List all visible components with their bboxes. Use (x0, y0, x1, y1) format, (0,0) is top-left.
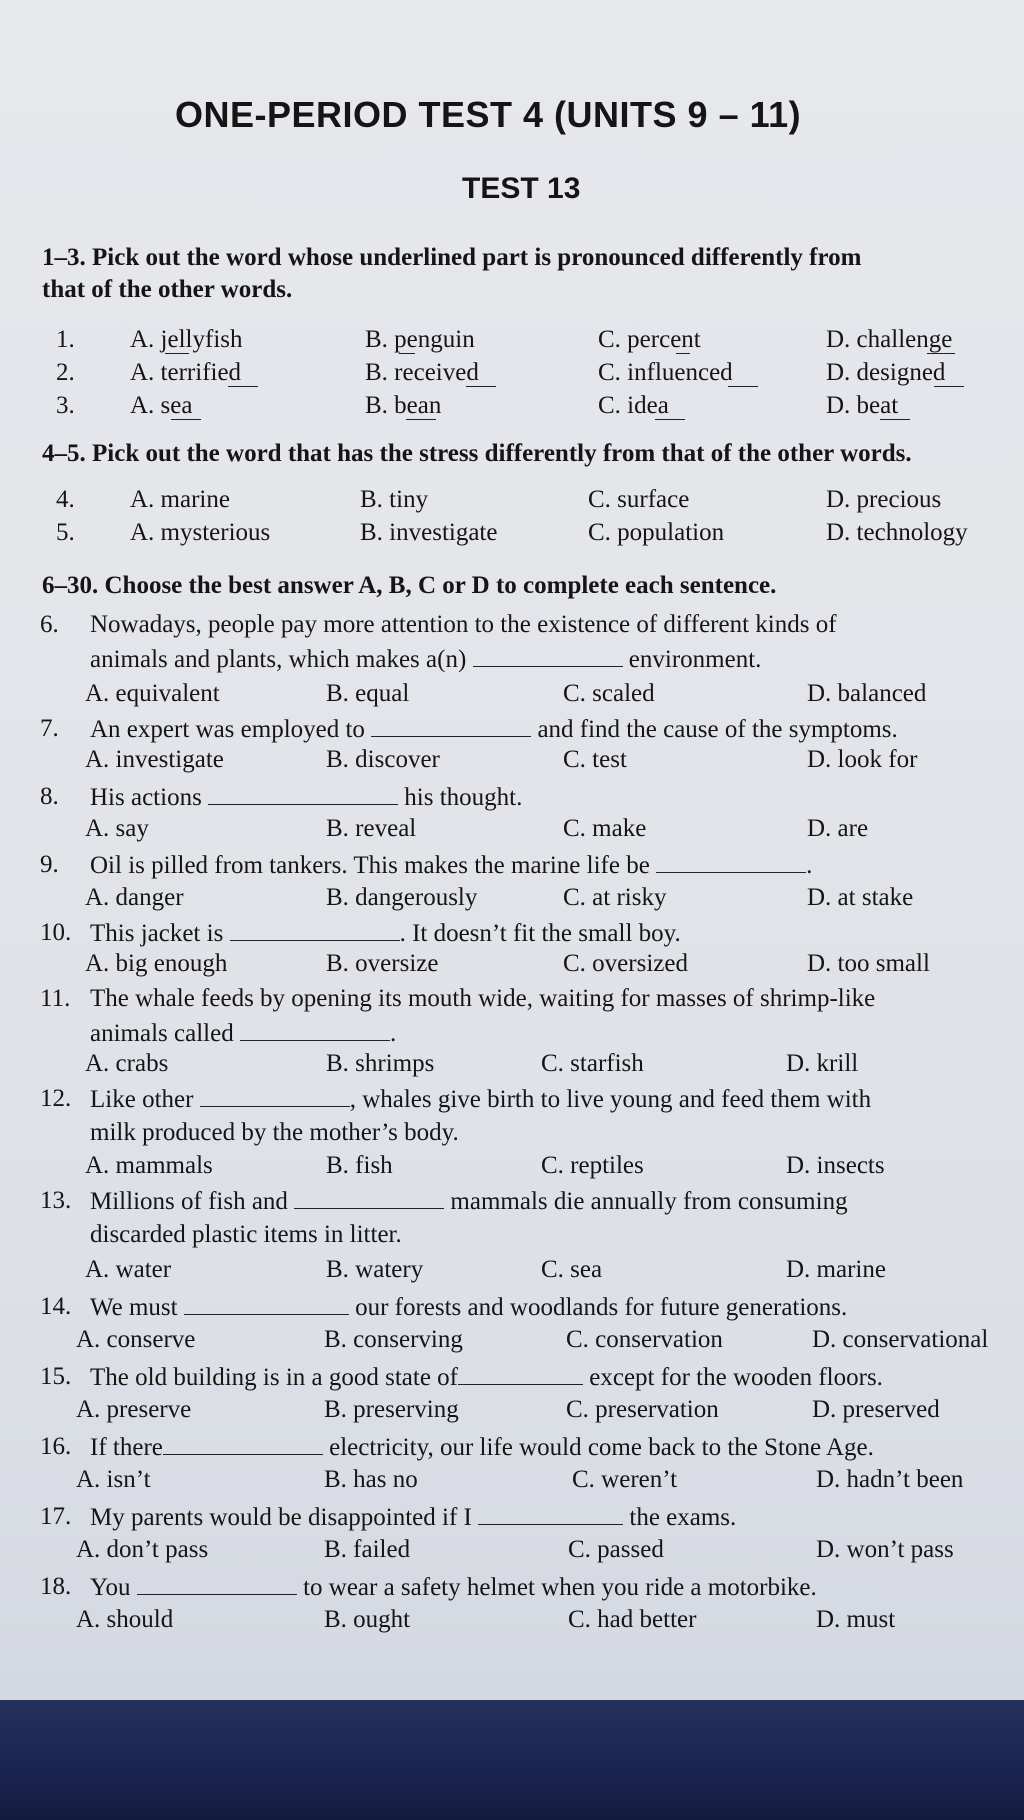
answer-blank (184, 1290, 349, 1315)
option-c: C. make (563, 815, 647, 842)
option-d: D. insects (786, 1152, 885, 1179)
underline-mark (655, 419, 685, 420)
underline-mark (406, 419, 436, 420)
option-a: A. equivalent (85, 680, 220, 707)
section2-instruction: 4–5. Pick out the word that has the stress differently from that of the other words. (42, 440, 912, 467)
underline-mark (880, 419, 910, 420)
option-d: D. challenge (826, 326, 953, 353)
question-text: Millions of fish and mammals die annually from consuming (90, 1184, 848, 1219)
option-a: A. marine (130, 486, 230, 513)
question-number: 18. (40, 1573, 72, 1600)
option-c: C. population (588, 519, 725, 546)
question-number: 15. (40, 1363, 72, 1390)
option-a: A. sea (130, 392, 193, 419)
option-a: A. terrified (130, 359, 242, 386)
option-c: C. conservation (566, 1326, 723, 1353)
answer-blank (656, 848, 806, 873)
option-a: A. big enough (85, 950, 228, 977)
option-d: D. at stake (807, 884, 914, 911)
question-text: My parents would be disappointed if I the exams. (90, 1500, 736, 1535)
question-number: 17. (40, 1503, 72, 1530)
item-number: 5. (56, 519, 75, 546)
question-text: Nowadays, people pay more attention to the existence of different kinds of (90, 611, 837, 638)
test-number: TEST 13 (462, 172, 581, 205)
option-d: D. hadn’t been (816, 1466, 964, 1493)
option-c: C. had better (568, 1606, 697, 1633)
option-a: A. crabs (85, 1050, 169, 1077)
question-number: 16. (40, 1433, 72, 1460)
question-number: 8. (40, 783, 59, 810)
option-b: B. bean (365, 392, 442, 419)
option-b: B. failed (324, 1536, 411, 1563)
option-b: B. penguin (365, 326, 475, 353)
question-number: 9. (40, 851, 59, 878)
item-number: 4. (56, 486, 75, 513)
page-title: ONE-PERIOD TEST 4 (UNITS 9 – 11) (175, 94, 802, 135)
option-d: D. balanced (807, 680, 927, 707)
question-text: The whale feeds by opening its mouth wide, waiting for masses of shrimp-like (90, 985, 876, 1012)
option-a: A. say (85, 815, 149, 842)
option-d: D. marine (786, 1256, 886, 1283)
item-number: 1. (56, 326, 75, 353)
option-a: A. conserve (76, 1326, 196, 1353)
question-number: 14. (40, 1293, 72, 1320)
option-a: A. investigate (85, 746, 224, 773)
option-d: D. are (807, 815, 869, 842)
option-d: D. technology (826, 519, 968, 546)
option-a: A. should (76, 1606, 174, 1633)
question-number: 12. (40, 1085, 72, 1112)
question-number: 11. (40, 985, 71, 1012)
option-d: D. designed (826, 359, 946, 386)
option-d: D. too small (807, 950, 930, 977)
pron-row (0, 392, 1024, 426)
underline-mark (165, 353, 189, 354)
option-a: A. don’t pass (76, 1536, 209, 1563)
option-b: B. equal (326, 680, 410, 707)
underline-mark (728, 386, 758, 387)
option-c: C. oversized (563, 950, 688, 977)
option-a: A. jellyfish (130, 326, 243, 353)
option-a: A. danger (85, 884, 184, 911)
option-b: B. has no (324, 1466, 418, 1493)
answer-blank (478, 1500, 623, 1525)
option-a: A. mammals (85, 1152, 213, 1179)
question-text-cont: discarded plastic items in litter. (90, 1221, 402, 1248)
option-d: D. krill (786, 1050, 859, 1077)
answer-blank (230, 916, 400, 941)
answer-blank (371, 712, 531, 737)
section1-instruction-cont: that of the other words. (42, 276, 293, 303)
question-text-cont: milk produced by the mother’s body. (90, 1119, 459, 1146)
question-text: Like other , whales give birth to live young and feed them with (90, 1082, 871, 1117)
answer-blank (458, 1360, 583, 1385)
option-c: C. test (563, 746, 627, 773)
underline-mark (466, 386, 496, 387)
underline-mark (676, 353, 690, 354)
pron-row (0, 359, 1024, 393)
question-text: Oil is pilled from tankers. This makes the marine life be . (90, 848, 812, 883)
option-c: C. influenced (598, 359, 733, 386)
answer-blank (473, 642, 623, 667)
answer-blank (294, 1184, 444, 1209)
option-b: B. watery (326, 1256, 424, 1283)
option-c: C. scaled (563, 680, 655, 707)
answer-blank (163, 1430, 323, 1455)
option-d: D. won’t pass (816, 1536, 954, 1563)
item-number: 2. (56, 359, 75, 386)
option-b: B. conserving (324, 1326, 463, 1353)
option-d: D. must (816, 1606, 896, 1633)
option-d: D. precious (826, 486, 942, 513)
option-b: B. fish (326, 1152, 393, 1179)
question-text: If there electricity, our life would come back to the Stone Age. (90, 1430, 874, 1465)
question-number: 13. (40, 1187, 72, 1214)
answer-blank (208, 780, 398, 805)
question-text-cont: animals and plants, which makes a(n) environment. (90, 642, 761, 677)
section1-instruction: 1–3. Pick out the word whose underlined part is pronounced differently from (42, 244, 862, 271)
question-text: We must our forests and woodlands for future generations. (90, 1290, 847, 1325)
underline-mark (171, 419, 201, 420)
option-b: B. investigate (360, 519, 498, 546)
option-d: D. beat (826, 392, 899, 419)
option-c: C. starfish (541, 1050, 644, 1077)
option-c: C. at risky (563, 884, 667, 911)
background-surface (0, 1700, 1024, 1820)
option-a: A. preserve (76, 1396, 192, 1423)
question-text: The old building is in a good state of except for the wooden floors. (90, 1360, 883, 1395)
option-a: A. isn’t (76, 1466, 151, 1493)
option-b: B. oversize (326, 950, 439, 977)
option-b: B. received (365, 359, 479, 386)
underline-mark (927, 353, 955, 354)
option-c: C. preservation (566, 1396, 719, 1423)
option-c: C. weren’t (572, 1466, 678, 1493)
option-c: C. idea (598, 392, 669, 419)
question-number: 10. (40, 919, 72, 946)
option-a: A. mysterious (130, 519, 271, 546)
option-c: C. surface (588, 486, 690, 513)
option-d: D. conservational (812, 1326, 989, 1353)
stress-row (0, 519, 1024, 553)
question-text: You to wear a safety helmet when you ride a motorbike. (90, 1570, 817, 1605)
underline-mark (399, 353, 415, 354)
option-b: B. reveal (326, 815, 417, 842)
question-number: 7. (40, 715, 59, 742)
question-text: This jacket is . It doesn’t fit the small boy. (90, 916, 681, 951)
question-text: An expert was employed to and find the cause of the symptoms. (90, 712, 898, 747)
option-b: B. tiny (360, 486, 429, 513)
section3-instruction: 6–30. Choose the best answer A, B, C or D to complete each sentence. (42, 572, 777, 599)
item-number: 3. (56, 392, 75, 419)
option-c: C. sea (541, 1256, 603, 1283)
question-text: His actions his thought. (90, 780, 522, 815)
pron-row (0, 326, 1024, 360)
answer-blank (240, 1016, 390, 1041)
question-text-cont: animals called . (90, 1016, 396, 1051)
answer-blank (137, 1570, 297, 1595)
option-d: D. preserved (812, 1396, 940, 1423)
option-b: B. ought (324, 1606, 411, 1633)
option-b: B. discover (326, 746, 440, 773)
underline-mark (934, 386, 964, 387)
option-c: C. reptiles (541, 1152, 644, 1179)
option-a: A. water (85, 1256, 172, 1283)
underline-mark (228, 386, 258, 387)
option-c: C. percent (598, 326, 701, 353)
question-number: 6. (40, 611, 59, 638)
option-b: B. preserving (324, 1396, 459, 1423)
option-d: D. look for (807, 746, 918, 773)
option-c: C. passed (568, 1536, 664, 1563)
option-b: B. shrimps (326, 1050, 435, 1077)
option-b: B. dangerously (326, 884, 478, 911)
answer-blank (200, 1082, 350, 1107)
stress-row (0, 486, 1024, 520)
